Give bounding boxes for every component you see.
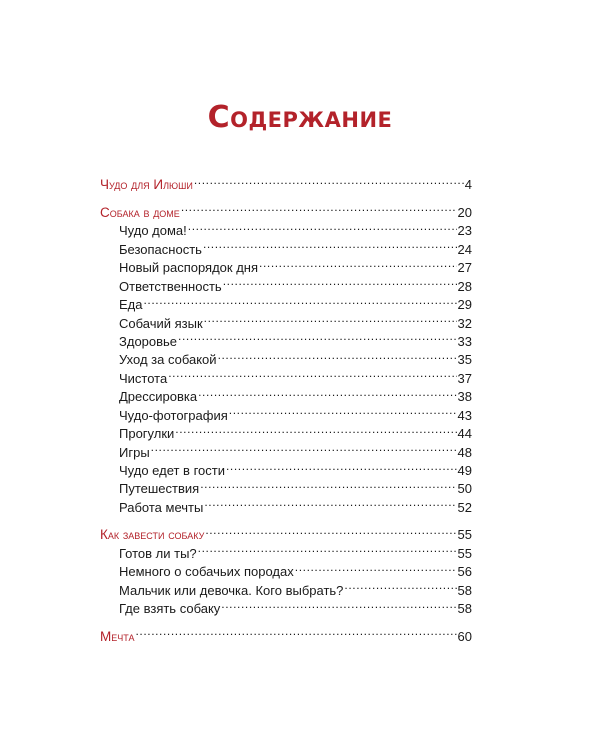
toc-leader-dots — [181, 198, 457, 216]
toc-entry[interactable] — [100, 291, 472, 313]
toc-page-number: 27 — [457, 260, 472, 276]
toc-page-number: 60 — [457, 628, 472, 644]
toc-entry-title: Чудо дома! — [119, 223, 187, 239]
toc-entry-title: Собачий язык — [119, 315, 203, 331]
toc-page-number: 43 — [457, 407, 472, 423]
toc-page-number: 37 — [457, 370, 472, 386]
toc-entry-title: Чудо едет в гости — [119, 463, 225, 478]
toc-page-number: 35 — [457, 352, 472, 368]
toc-page-number: 32 — [457, 315, 472, 331]
toc-page-number: 55 — [457, 527, 472, 543]
toc-entry-title: Здоровье — [119, 333, 178, 349]
toc-leader-dots — [204, 309, 457, 327]
toc-page-number: 29 — [457, 297, 472, 313]
toc-leader-dots — [205, 521, 456, 539]
toc-entry-title: Ответственность — [119, 278, 222, 294]
toc-leader-dots — [226, 457, 457, 475]
toc-entry-title: Еда — [119, 297, 143, 313]
toc-page-number: 48 — [457, 444, 472, 460]
toc-leader-dots — [218, 346, 457, 364]
toc-entry-title: Чудо для Илюши — [100, 177, 193, 193]
toc-section-entry[interactable] — [100, 171, 472, 193]
toc-entry-title: Собака в доме — [100, 204, 180, 220]
toc-page-number: 38 — [457, 389, 472, 405]
toc-entry-title: Мечта — [100, 628, 135, 644]
toc-leader-dots — [168, 364, 456, 382]
toc-page-number: 52 — [457, 499, 472, 515]
toc-entry-title: Прогулки — [119, 426, 175, 442]
toc-page-number: 24 — [457, 241, 472, 257]
toc-entry-title: Работа мечты — [119, 499, 204, 515]
toc-entry-title: Безопасность — [119, 241, 202, 257]
toc-leader-dots — [151, 438, 457, 456]
toc-leader-dots — [204, 493, 456, 511]
toc-page-number: 56 — [457, 564, 472, 580]
toc-entry-title: Где взять собаку — [119, 601, 221, 617]
toc-page-number: 58 — [457, 601, 472, 617]
toc-page-number: 20 — [457, 204, 472, 220]
table-of-contents — [100, 171, 472, 644]
toc-entry[interactable] — [100, 457, 472, 478]
toc-leader-dots — [188, 217, 457, 235]
toc-leader-dots — [344, 576, 456, 594]
page-title: Содержание — [207, 100, 393, 135]
toc-entry-title: Как завести собаку — [100, 527, 205, 543]
toc-entry[interactable] — [100, 438, 472, 460]
toc-leader-dots — [194, 171, 464, 189]
toc-leader-dots — [229, 401, 457, 419]
toc-section-entry[interactable] — [100, 521, 472, 543]
toc-page-number: 28 — [457, 278, 472, 294]
toc-leader-dots — [144, 291, 457, 309]
toc-leader-dots — [203, 235, 457, 253]
toc-leader-dots — [178, 328, 456, 346]
toc-entry-title: Чудо-фотография — [119, 407, 228, 423]
toc-leader-dots — [200, 475, 456, 493]
toc-leader-dots — [175, 420, 456, 438]
toc-leader-dots — [295, 558, 457, 576]
toc-leader-dots — [198, 383, 456, 401]
toc-page-number: 23 — [457, 223, 472, 239]
toc-entry-title: Игры — [119, 444, 150, 460]
toc-leader-dots — [198, 539, 457, 557]
toc-section-entry[interactable] — [100, 198, 472, 220]
toc-entry-title: Дрессировка — [119, 389, 198, 405]
toc-leader-dots — [135, 622, 456, 640]
toc-entry-title: Готов ли ты? — [119, 545, 197, 561]
toc-entry-title: Уход за собакой — [119, 352, 217, 368]
toc-entry-title: Чистота — [119, 370, 168, 386]
toc-page-number: 33 — [457, 333, 472, 349]
toc-entry-title: Мальчик или девочка. Кого выбрать? — [119, 582, 344, 598]
toc-page-number: 50 — [457, 481, 472, 497]
toc-page-number: 4 — [464, 177, 472, 193]
toc-page-number: 49 — [457, 463, 472, 478]
toc-leader-dots — [259, 254, 457, 272]
toc-leader-dots — [221, 595, 456, 613]
toc-section-entry[interactable] — [100, 622, 472, 644]
toc-entry-title: Немного о собачьих породах — [119, 564, 294, 580]
toc-leader-dots — [223, 272, 457, 290]
toc-entry-title: Новый распорядок дня — [119, 260, 259, 276]
toc-page-number: 44 — [457, 426, 472, 442]
toc-entry[interactable] — [100, 309, 472, 331]
toc-page-number: 58 — [457, 582, 472, 598]
toc-entry-title: Путешествия — [119, 481, 200, 497]
toc-page-number: 55 — [457, 545, 472, 561]
